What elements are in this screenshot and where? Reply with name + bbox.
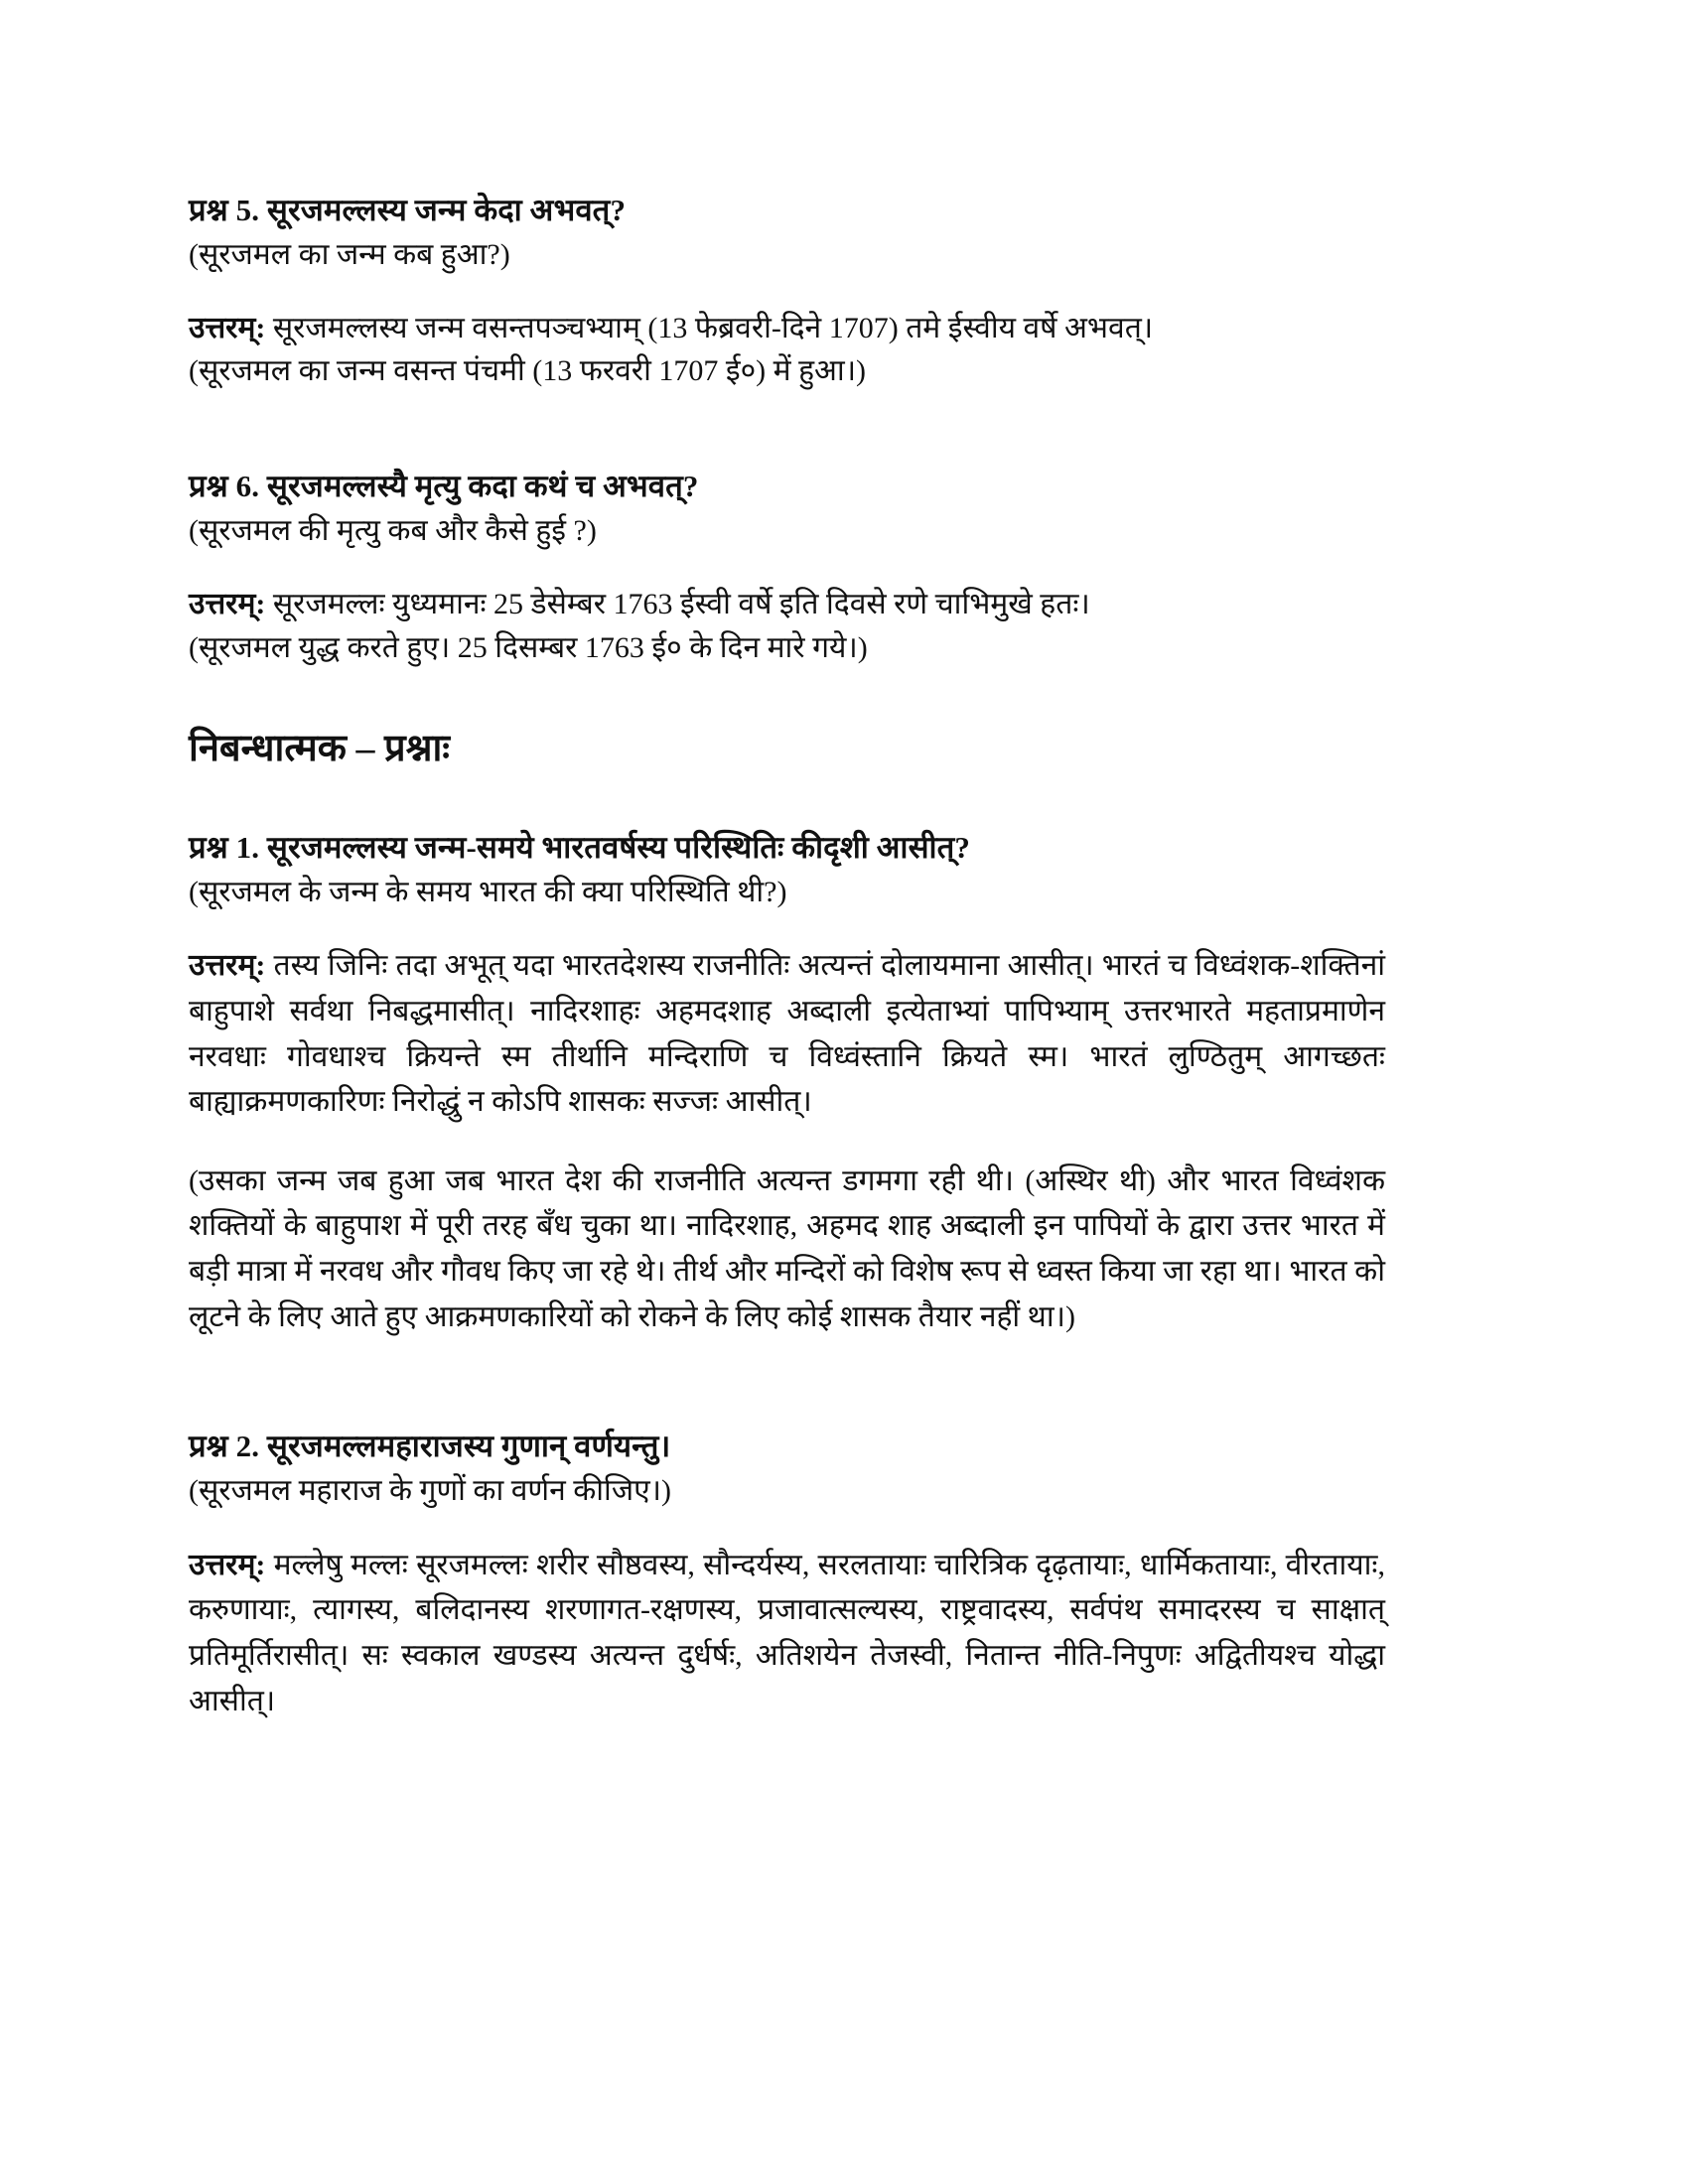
spacer bbox=[189, 439, 1385, 465]
essay-answer-block-2 bbox=[189, 1543, 1385, 1723]
question-6-text: प्रश्न 6. सूरजमल्लस्यै मृत्यु कदा कथं च अभवत्? bbox=[189, 469, 699, 504]
answer-6-sanskrit-line bbox=[189, 583, 1385, 626]
question-block-5 bbox=[189, 189, 1385, 393]
essay-answer-block-1 bbox=[189, 943, 1385, 1339]
document-body bbox=[189, 189, 1385, 1723]
answer-block-6 bbox=[189, 583, 1385, 670]
answer-6-translation: (सूरजमल युद्ध करते हुए। 25 दिसम्बर 1763 ई० के दिन मारे गये।) bbox=[189, 630, 868, 664]
question-5-translation: (सूरजमल का जन्म कब हुआ?) bbox=[189, 238, 510, 272]
essay-question-1-text: प्रश्न 1. सूरजमल्लस्य जन्म-समये भारतवर्षस्य परिस्थितिः कीदृशी आसीत्? bbox=[189, 829, 971, 865]
answer-6-label: उत्तरम्‌: bbox=[189, 587, 266, 620]
question-6-translation: (सूरजमल की मृत्यु कब और कैसे हुई ?) bbox=[189, 514, 597, 548]
essay-answer-1-label: उत्तरम्‌: bbox=[189, 949, 266, 983]
essay-answer-2-label: उत्तरम्‌: bbox=[189, 1548, 266, 1581]
essay-answer-1-translation: (उसका जन्म जब हुआ जब भारत देश की राजनीति अत्यन्त डगमगा रही थी। (अस्थिर थी) और भारत विध्वंशक शक्तियों के बाहुपाश में पूरी तरह बँध चुका था। नादिरशाह, अहमद शाह अब्दाली इन पापियों के द्वारा उत्तर भारत में बड़ी मात्रा में नरवध और गौवध किए जा रहे थे। तीर्थ और मन्दिरों को विशेष रूप से ध्वस्त किया जा रहा था। भारत को लूटने के लिए आते हुए आक्रमणकारियों को रोकने के लिए कोई शासक तैयार नहीं था।) bbox=[189, 1163, 1385, 1333]
essay-answer-1-sanskrit-paragraph bbox=[189, 943, 1385, 1124]
essay-answer-1-sanskrit: तस्य जिनिः तदा अभूत् यदा भारतदेशस्य राजनीतिः अत्यन्तं दोलायमाना आसीत्। भारतं च विध्वंशक-शक्तिनां बाहुपाशे सर्वथा निबद्धमासीत्। नादिरशाहः अहमदशाह अब्दाली इत्येताभ्यां पापिभ्याम् उत्तरभारते महताप्रमाणेन नरवधाः गोवधाश्च क्रियन्ते स्म तीर्थानि मन्दिराणि च विध्वंस्तानि क्रियते स्म। भारतं लुण्ठितुम् आगच्छतः बाह्याक्रमणकारिणः निरोद्धुं न कोऽपि शासकः सज्जः आसीत्। bbox=[189, 949, 1385, 1119]
essay-section-heading: निबन्धात्मक – प्रश्नाः bbox=[189, 728, 450, 770]
question-block-6 bbox=[189, 465, 1385, 669]
essay-answer-2-sanskrit: मल्लेषु मल्लः सूरजमल्लः शरीर सौष्ठवस्य, सौन्दर्यस्य, सरलतायाः चारित्रिक दृढ़तायाः, धार्मिकतायाः, वीरतायाः, करुणायाः, त्यागस्य, बलिदानस्य शरणागत-रक्षणस्य, प्रजावात्सल्यस्य, राष्ट्रवादस्य, सर्वपंथ समादरस्य च साक्षात् प्रतिमूर्तिरासीत्। सः स्वकाल खण्डस्य अत्यन्त दुर्धर्षः, अतिशयेन तेजस्वी, नितान्त नीति-निपुणः अद्वितीयश्च योद्धा आसीत्। bbox=[189, 1548, 1385, 1717]
answer-5-sanskrit-line bbox=[189, 307, 1385, 350]
essay-question-block-2 bbox=[189, 1425, 1385, 1723]
answer-5-translation: (सूरजमल का जन्म वसन्त पंचमी (13 फरवरी 1707 ई०) में हुआ।) bbox=[189, 354, 867, 388]
essay-question-2-translation: (सूरजमल महाराज के गुणों का वर्णन कीजिए।) bbox=[189, 1474, 672, 1508]
answer-5-sanskrit: सूरजमल्लस्य जन्म वसन्तपञ्चभ्याम् (13 फेब्रवरी-दिने 1707) तमे ईस्वीय वर्षे अभवत्। bbox=[265, 311, 1154, 344]
essay-question-block-1 bbox=[189, 826, 1385, 1339]
essay-question-2-text: प्रश्न 2. सूरजमल्लमहाराजस्य गुणान् वर्णयन्तु। bbox=[189, 1429, 671, 1464]
essay-answer-2-sanskrit-paragraph bbox=[189, 1543, 1385, 1723]
answer-5-label: उत्तरम्‌: bbox=[189, 311, 266, 344]
answer-6-sanskrit: सूरजमल्लः युध्यमानः 25 डेसेम्बर 1763 ईस्वी वर्षे इति दिवसे रणे चाभिमुखे हतः। bbox=[265, 587, 1090, 620]
spacer bbox=[189, 1385, 1385, 1425]
question-5-text: प्रश्न 5. सूरजमल्लस्य जन्म केदा अभवत्? bbox=[189, 193, 627, 227]
essay-question-1-translation: (सूरजमल के जन्म के समय भारत की क्या परिस्थिति थी?) bbox=[189, 875, 787, 908]
answer-block-5 bbox=[189, 307, 1385, 394]
